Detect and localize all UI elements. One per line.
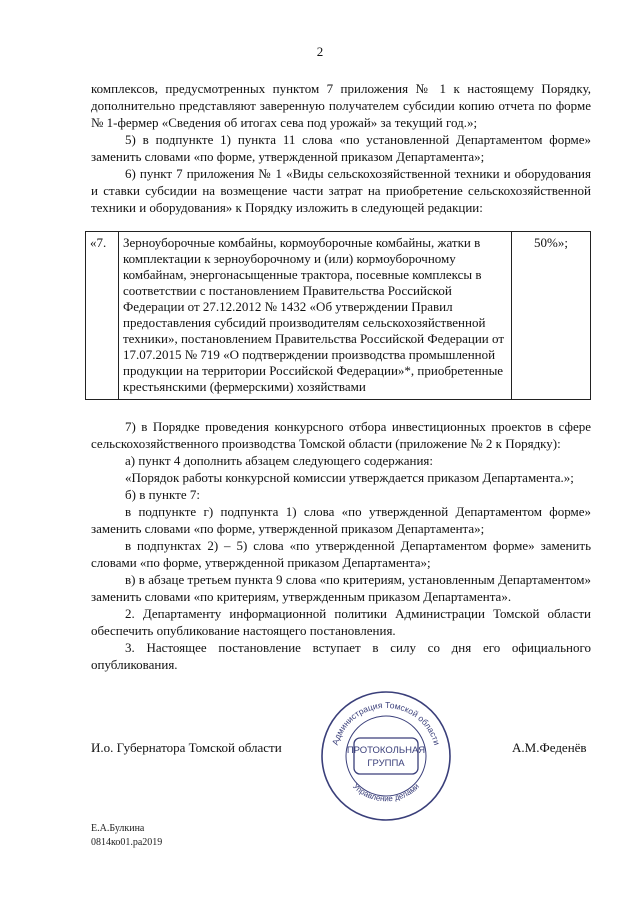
paragraph-7: б) в пункте 7: bbox=[125, 487, 200, 502]
signatory-position: И.о. Губернатора Томской области bbox=[91, 740, 282, 755]
table-row bbox=[86, 232, 591, 400]
text-block-top bbox=[91, 80, 591, 216]
executor-info bbox=[91, 822, 162, 850]
text-block-bottom bbox=[91, 418, 591, 673]
page-number: 2 bbox=[316, 44, 324, 59]
table-cell-rate: 50%»; bbox=[512, 232, 591, 400]
paragraph-9: в подпунктах 2) – 5) слова «по утвержденной Департаментом форме» заменить словами «по форме, утвержденной приказом Департамента»; bbox=[91, 538, 591, 570]
document-code: 0814ко01.ра2019 bbox=[91, 837, 163, 848]
paragraph-10: в) в абзаце третьем пункта 9 слова «по критериям, установленным Департаментом» заменить словами «по критериям, утвержденным приказом Департамента». bbox=[91, 572, 591, 604]
executor-name: Е.А.Булкина bbox=[91, 823, 145, 834]
table-cell-number: «7. bbox=[86, 232, 119, 400]
paragraph-5: а) пункт 4 дополнить абзацем следующего содержания: bbox=[125, 453, 434, 468]
paragraph-6: «Порядок работы конкурсной комиссии утверждается приказом Департамента.»; bbox=[125, 470, 574, 485]
paragraph-4: 7) в Порядке проведения конкурсного отбора инвестиционных проектов в сфере сельскохозяйственного производства Томской области (приложение № 2 к Порядку): bbox=[91, 419, 591, 451]
paragraph-12: 3. Настоящее постановление вступает в силу со дня его официального опубликования. bbox=[91, 640, 591, 672]
paragraph-1: комплексов, предусмотренных пунктом 7 приложения № 1 к настоящему Порядку, дополнительно представляют заверенную получателем субсидии копию отчета по форме № 1-фермер «Сведения об итогах сева под урожай» за текущий год.»; bbox=[91, 81, 591, 130]
stamp-ring-text: Администрация Томской области bbox=[329, 699, 443, 747]
table-cell-description: Зерноуборочные комбайны, кормоуборочные комбайны, жатки в комплектации к зерноуборочному и (или) кормоуборочному комбайнам, энергонасыщенные трактора, посевные комплексы в соответствии с постановлением Правительства Российской Федерации от 27.12.2012 № 1432 «Об утверждении Правил предоставления субсидий производителям сельскохозяйственной техники», постановлением Правительства Российской Федерации от 17.07.2015 № 719 «О подтверждении производства промышленной продукции на территории Российской Федерации»*, приобретенные крестьянскими (фермерскими) хозяйствами bbox=[119, 232, 512, 400]
paragraph-2: 5) в подпункте 1) пункта 11 слова «по установленной Департаментом форме» заменить словами «по форме, утвержденной приказом Департамента»; bbox=[91, 132, 591, 164]
signatory-name: А.М.Феденёв bbox=[512, 740, 587, 755]
stamp-center-line1: ПРОТОКОЛЬНАЯ bbox=[346, 745, 426, 756]
paragraph-8: в подпункте г) подпункта 1) слова «по утвержденной Департаментом форме» заменить словами «по форме, утвержденной приказом Департамента»; bbox=[91, 504, 591, 536]
paragraph-11: 2. Департаменту информационной политики Администрации Томской области обеспечить опубликование настоящего постановления. bbox=[91, 606, 591, 638]
equipment-table bbox=[85, 231, 591, 400]
protocol-stamp bbox=[316, 686, 456, 826]
paragraph-3: 6) пункт 7 приложения № 1 «Виды сельскохозяйственной техники и оборудования и ставки субсидии на возмещение части затрат на приобретение сельскохозяйственной техники и оборудования» к Порядку изложить в следующей редакции: bbox=[91, 166, 591, 215]
stamp-bottom-text: Управление делами bbox=[351, 781, 421, 804]
stamp-center-line2: ГРУППА bbox=[367, 758, 405, 769]
